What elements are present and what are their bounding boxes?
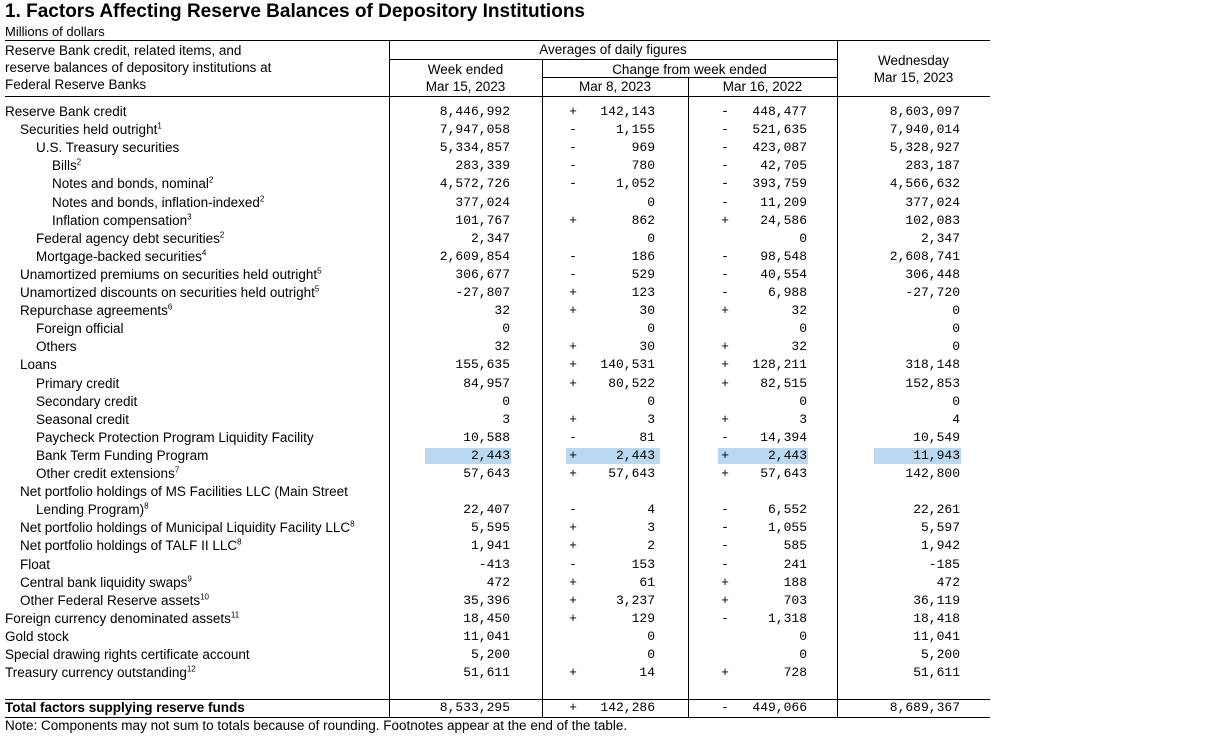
averages-header: Averages of daily figures [539, 42, 687, 57]
row-label-text: Bank Term Funding Program [36, 447, 209, 463]
row-label-text: Net portfolio holdings of Municipal Liquidity Facility LLC [20, 520, 351, 536]
change2-value: 98,548 [760, 248, 807, 264]
week-value: 0 [502, 321, 510, 337]
row-label-text: Float [20, 556, 51, 572]
week-value: 84,957 [463, 375, 510, 391]
row-label-text: Secondary credit [36, 393, 138, 409]
row-label [52, 175, 213, 193]
change1-sign: + [569, 411, 577, 427]
footnote-ref: 12 [186, 664, 196, 674]
wednesday-header [837, 52, 990, 86]
change1-sign: - [569, 502, 577, 518]
row-label-text: Special drawing rights certificate account [5, 647, 250, 662]
week-value: -413 [478, 556, 510, 572]
change1-value: 529 [631, 266, 655, 282]
change2-value: 32 [791, 339, 807, 355]
change2-value: 448,477 [752, 104, 807, 119]
week-value: 35,396 [463, 592, 510, 608]
averages-rule [389, 59, 837, 60]
change2-value: 57,643 [760, 466, 807, 481]
change2-sign: - [721, 104, 729, 119]
week-ended-date: Mar 15, 2023 [425, 79, 506, 94]
change1-sign: + [569, 357, 577, 373]
change1-value: 81 [639, 429, 655, 445]
row-label [20, 302, 172, 320]
change1-value: 57,643 [608, 466, 655, 481]
wednesday-value: 102,083 [905, 212, 960, 228]
row-label [5, 628, 69, 646]
change2-sign: + [721, 357, 729, 373]
row-label-text: Foreign currency denominated assets [5, 610, 231, 626]
change-divider [688, 77, 689, 717]
change1-sign: - [569, 122, 577, 138]
row-label [52, 212, 192, 230]
wednesday-value: 152,853 [905, 375, 960, 391]
change1-value: 14 [639, 665, 655, 681]
change1-value: 969 [631, 140, 655, 156]
change1-sign: + [569, 665, 577, 681]
week-value: 306,677 [455, 266, 510, 282]
wednesday-value: 36,119 [913, 592, 960, 608]
row-label-text: Unamortized premiums on securities held outright [20, 266, 318, 282]
change1-sign: + [569, 610, 577, 626]
week-ended-label: Week ended [427, 62, 504, 77]
page-subtitle: Millions of dollars [5, 24, 105, 39]
row-label-text: Notes and bonds, nominal [52, 176, 209, 192]
week-value: 101,767 [455, 212, 510, 228]
change2-sign: - [721, 556, 729, 572]
wednesday-value: 318,148 [905, 357, 960, 373]
change1-sign: - [569, 429, 577, 445]
week-value: 8,446,992 [439, 104, 510, 119]
footnote-ref: 8 [144, 501, 149, 511]
change1-value: 0 [647, 647, 655, 662]
footnote-ref: 2 [259, 194, 265, 203]
wednesday-value: 283,187 [905, 158, 960, 174]
week-value: 51,611 [463, 665, 510, 681]
change2-sign: + [721, 592, 729, 608]
change2-value: 14,394 [760, 429, 807, 445]
footnote-ref: 6 [167, 302, 173, 312]
row-label-text: Loans [20, 357, 57, 373]
row-label [20, 574, 192, 592]
row-label [20, 121, 162, 139]
wednesday-value: 0 [952, 303, 960, 319]
week-value: 0 [502, 393, 510, 409]
wednesday-value: 1,942 [920, 538, 960, 554]
change2-value: 585 [783, 538, 807, 554]
row-label-text: Net portfolio holdings of MS Facilities LLC (Main Street [20, 484, 348, 500]
week-value: 1,941 [470, 538, 510, 554]
week-value: 5,595 [470, 520, 510, 536]
change1-value: 186 [631, 248, 655, 264]
change2-sign: + [721, 212, 729, 228]
change1-value: 30 [639, 339, 655, 355]
change2-sign: + [721, 447, 729, 463]
change2-value: 393,759 [752, 176, 807, 192]
change2-sign: - [721, 700, 729, 715]
change2-value: 0 [799, 647, 807, 662]
week-value: 22,407 [463, 502, 510, 518]
row-label [36, 230, 224, 248]
change1-sign: - [569, 176, 577, 192]
change2-sign: + [721, 665, 729, 681]
change1-value: 3 [647, 411, 655, 427]
row-label [36, 465, 179, 483]
footnote-ref: 2 [208, 175, 214, 185]
change2-value: 2,443 [767, 447, 807, 463]
row-label [36, 338, 77, 356]
change1-value: 3 [647, 520, 655, 536]
week-value: 10,588 [463, 429, 510, 445]
change1-sign: - [569, 248, 577, 264]
week-ended-header [389, 61, 542, 95]
change2-value: 3 [799, 411, 807, 427]
change1-sign: + [569, 592, 577, 608]
change1-sign: + [569, 538, 577, 554]
row-label-text: Unamortized discounts on securities held outright [20, 285, 315, 300]
change-header: Change from week ended [612, 62, 767, 77]
change1-sign: + [569, 520, 577, 536]
footnote-ref: 4 [201, 248, 207, 258]
wednesday-value: 142,800 [905, 466, 960, 481]
wednesday-value: 18,418 [913, 610, 960, 626]
row-label-text: Notes and bonds, inflation-indexed [52, 194, 260, 210]
change2-value: 0 [799, 628, 807, 644]
row-label [20, 483, 348, 501]
change2-sign: - [721, 194, 729, 210]
wednesday-value: 5,328,927 [889, 140, 960, 156]
row-label-text: Bills [52, 158, 77, 174]
table-note: Note: Components may not sum to totals because of rounding. Footnotes appear at the end of the table. [5, 718, 628, 733]
footnote-ref: 10 [200, 592, 209, 602]
page-title: 1. Factors Affecting Reserve Balances of Depository Institutions [5, 1, 585, 22]
week-value: 472 [486, 574, 510, 590]
change1-value: 3,237 [615, 592, 655, 608]
change2-value: 703 [783, 592, 807, 608]
wednesday-value: 51,611 [913, 665, 960, 681]
wednesday-value: 10,549 [913, 429, 960, 445]
change2-value: 6,988 [767, 285, 807, 300]
row-label [5, 103, 127, 121]
change2-sign: - [721, 610, 729, 626]
stub-header-line-1: Reserve Bank credit, related items, and [5, 43, 242, 58]
change2-sign: + [721, 339, 729, 355]
footnote-ref: 8 [237, 537, 242, 547]
change1-sign: - [569, 140, 577, 156]
row-label-text: Inflation compensation [52, 212, 188, 228]
wednesday-value: 8,603,097 [889, 104, 960, 119]
change2-sign: - [721, 158, 729, 174]
change2-value: 128,211 [752, 357, 807, 373]
row-label [36, 429, 314, 447]
change1-value: 123 [631, 285, 655, 300]
row-label-text: Total factors supplying reserve funds [5, 700, 245, 715]
week-value: 2,347 [470, 230, 510, 246]
row-label [36, 248, 206, 266]
row-label [36, 139, 179, 157]
row-label [5, 610, 239, 628]
change2-value: 11,209 [760, 194, 807, 210]
change2-value: 728 [783, 665, 807, 681]
wednesday-value: 5,597 [920, 520, 960, 536]
change1-value: 61 [639, 574, 655, 590]
row-label [20, 519, 355, 537]
change2-value: 40,554 [760, 266, 807, 282]
row-label [52, 157, 81, 175]
change1-sign: + [569, 303, 577, 319]
week-value: 8,533,295 [439, 700, 510, 715]
row-label-text: Lending Program) [36, 502, 145, 518]
wednesday-value: 2,608,741 [889, 248, 960, 264]
change2-value: 1,318 [767, 610, 807, 626]
row-label-text: Other Federal Reserve assets [20, 592, 201, 608]
change2-value: 24,586 [760, 212, 807, 228]
footnote-ref: 7 [174, 465, 180, 475]
footnote-ref: 5 [317, 266, 322, 276]
week-value: 283,339 [455, 158, 510, 174]
stub-header-line-2: reserve balances of depository institutions at [5, 60, 272, 75]
change2-value: 521,635 [752, 122, 807, 138]
week-value: 57,643 [463, 466, 510, 481]
week-value: 4,572,726 [439, 176, 510, 192]
wednesday-value: 11,943 [913, 447, 960, 463]
change1-value: 142,143 [600, 104, 655, 119]
stub-header-line-3: Federal Reserve Banks [5, 77, 147, 92]
change1-value: 140,531 [600, 357, 655, 373]
week-value: 11,041 [463, 628, 510, 644]
stub-header [5, 42, 271, 93]
row-label [52, 194, 264, 212]
change1-sign: - [569, 158, 577, 174]
row-label-text: Seasonal credit [36, 411, 130, 427]
wednesday-value: 5,200 [920, 647, 960, 662]
week-value: 3 [502, 411, 510, 427]
change2-sign: - [721, 285, 729, 300]
row-label [36, 393, 137, 411]
change2-sign: + [721, 466, 729, 481]
change2-sign: - [721, 140, 729, 156]
row-label-text: Primary credit [36, 375, 120, 391]
row-label [20, 592, 209, 610]
row-label-text: Others [36, 339, 77, 355]
week-divider [542, 59, 543, 717]
change1-value: 0 [647, 194, 655, 210]
footnote-ref: 1 [157, 121, 162, 131]
row-label-text: Mortgage-backed securities [36, 248, 202, 264]
change2-value: 449,066 [752, 700, 807, 715]
row-label [36, 375, 119, 393]
change1-sign: + [569, 104, 577, 119]
change2-value: 0 [799, 321, 807, 337]
change2-value: 423,087 [752, 140, 807, 156]
week-value: 5,200 [470, 647, 510, 662]
row-label [5, 699, 245, 717]
week-value: 7,947,058 [439, 122, 510, 138]
row-label-text: Paycheck Protection Program Liquidity Facility [36, 429, 314, 445]
row-label [20, 537, 242, 555]
row-label [20, 356, 57, 374]
wednesday-label: Wednesday [877, 53, 950, 68]
wednesday-value: 22,261 [913, 502, 960, 518]
change-date-2: Mar 16, 2022 [722, 79, 803, 94]
change1-value: 153 [631, 556, 655, 572]
change1-sign: - [569, 266, 577, 282]
change2-sign: + [721, 375, 729, 391]
wednesday-value: 0 [952, 339, 960, 355]
change1-value: 2 [647, 538, 655, 554]
change1-sign: + [569, 375, 577, 391]
week-value: 32 [494, 303, 510, 319]
wednesday-value: 11,041 [913, 628, 960, 644]
change1-sign: + [569, 339, 577, 355]
change2-value: 32 [791, 303, 807, 319]
row-label [36, 447, 208, 465]
row-label-text: Treasury currency outstanding [5, 665, 187, 681]
change1-value: 0 [647, 321, 655, 337]
footnote-ref: 3 [187, 212, 192, 222]
row-label [36, 411, 129, 429]
change2-value: 241 [783, 556, 807, 572]
row-label [5, 646, 250, 664]
row-label-text: Other credit extensions [36, 466, 175, 481]
change1-value: 1,155 [615, 122, 655, 138]
change2-sign: - [721, 248, 729, 264]
week-value: 32 [494, 339, 510, 355]
change2-value: 6,552 [767, 502, 807, 518]
row-label-text: Securities held outright [20, 122, 158, 138]
change2-sign: - [721, 122, 729, 138]
change2-sign: + [721, 411, 729, 427]
week-value: 155,635 [455, 357, 510, 373]
change2-sign: + [721, 303, 729, 319]
change2-value: 82,515 [760, 375, 807, 391]
change1-sign: + [569, 466, 577, 481]
wednesday-value: 0 [952, 393, 960, 409]
wednesday-value: -185 [928, 556, 960, 572]
header-bottom-rule [5, 96, 990, 97]
change1-value: 4 [647, 502, 655, 518]
change2-sign: + [721, 574, 729, 590]
wednesday-value: 4,566,632 [889, 176, 960, 192]
footnote-ref: 5 [314, 284, 320, 294]
change2-value: 42,705 [760, 158, 807, 174]
row-label-text: Repurchase agreements [20, 303, 168, 319]
change2-value: 0 [799, 393, 807, 409]
change1-sign: - [569, 556, 577, 572]
footnote-ref: 8 [350, 519, 355, 529]
change1-sign: + [569, 574, 577, 590]
footnote-ref: 2 [76, 157, 82, 167]
week-value: 377,024 [455, 194, 510, 210]
footnote-ref: 11 [230, 610, 240, 620]
change2-sign: - [721, 176, 729, 192]
week-value: 18,450 [463, 610, 510, 626]
week-value: -27,807 [455, 285, 510, 300]
change1-sign: + [569, 447, 577, 463]
change1-sign: + [569, 285, 577, 300]
wednesday-value: 4 [952, 411, 960, 427]
row-label-text: Net portfolio holdings of TALF II LLC [20, 538, 238, 554]
row-label [36, 501, 149, 519]
change2-sign: - [721, 502, 729, 518]
change-date-1: Mar 8, 2023 [578, 79, 652, 94]
change1-value: 1,052 [615, 176, 655, 192]
change1-value: 2,443 [615, 447, 655, 463]
row-label-text: Reserve Bank credit [5, 104, 127, 119]
row-label-text: Gold stock [5, 628, 69, 644]
week-value: 2,609,854 [439, 248, 510, 264]
wednesday-value: 306,448 [905, 266, 960, 282]
row-label [5, 664, 196, 682]
wednesday-value: 2,347 [920, 230, 960, 246]
change1-value: 780 [631, 158, 655, 174]
change2-value: 188 [783, 574, 807, 590]
wednesday-value: 8,689,367 [889, 700, 960, 715]
wednesday-value: 0 [952, 321, 960, 337]
change1-value: 142,286 [600, 700, 655, 715]
row-label [36, 320, 124, 338]
row-label-text: Central bank liquidity swaps [20, 574, 188, 590]
row-label [20, 284, 319, 302]
change1-sign: + [569, 700, 577, 715]
week-value: 2,443 [470, 447, 510, 463]
row-label-text: Federal agency debt securities [36, 230, 220, 246]
wednesday-value: 7,940,014 [889, 122, 960, 138]
change2-sign: - [721, 266, 729, 282]
change1-sign: + [569, 212, 577, 228]
change1-value: 0 [647, 393, 655, 409]
change2-sign: - [721, 520, 729, 536]
change2-sign: - [721, 429, 729, 445]
change2-sign: - [721, 538, 729, 554]
change2-value: 1,055 [767, 520, 807, 536]
footnote-ref: 2 [219, 230, 225, 240]
change1-value: 862 [631, 212, 655, 228]
row-label-text: U.S. Treasury securities [36, 140, 180, 156]
change2-value: 0 [799, 230, 807, 246]
wednesday-value: 472 [936, 574, 960, 590]
row-label [20, 556, 50, 574]
change1-value: 30 [639, 303, 655, 319]
wednesday-value: 377,024 [905, 194, 960, 210]
footnote-ref: 9 [187, 574, 192, 584]
row-label-text: Foreign official [36, 321, 124, 337]
wednesday-date: Mar 15, 2023 [873, 70, 954, 85]
week-value: 5,334,857 [439, 140, 510, 156]
change1-value: 129 [631, 610, 655, 626]
row-label [20, 266, 322, 284]
change1-value: 0 [647, 230, 655, 246]
wednesday-value: -27,720 [905, 285, 960, 300]
change1-value: 80,522 [608, 375, 655, 391]
change1-value: 0 [647, 628, 655, 644]
